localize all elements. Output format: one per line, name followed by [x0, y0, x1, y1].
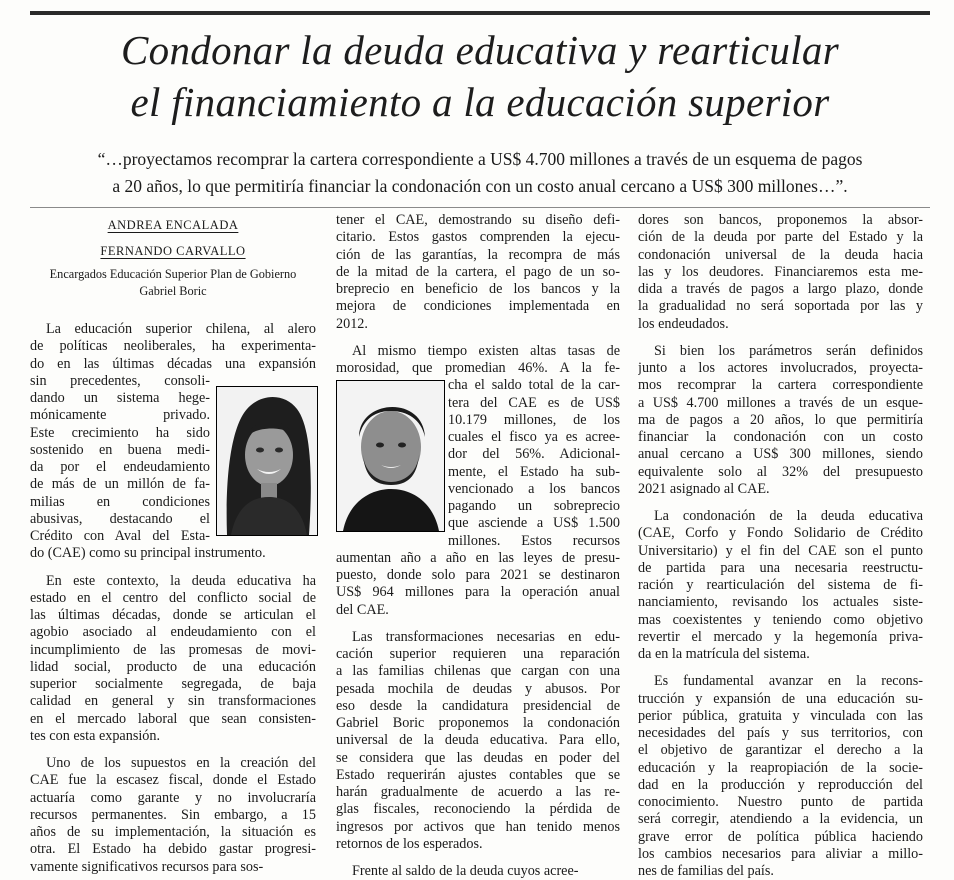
text-line: Universitario) y el fin del CAE son el punto	[638, 542, 923, 559]
column-3-text	[638, 212, 923, 880]
text-line: 2021 asignado al CAE.	[638, 480, 770, 497]
text-line: sin precedentes, consoli-	[30, 372, 210, 389]
text-line: Uno de los supuestos en la creación del	[46, 755, 316, 771]
text-line: Al mismo tiempo existen altas tasas de	[352, 342, 620, 359]
text-line: anual cercano a US$ 300 millones, siendo	[638, 446, 923, 463]
text-line: revertir el mercado y la hegemonía priva-	[638, 628, 923, 645]
text-line: superior socialmente segregada, de baja	[30, 676, 316, 692]
text-line: mos recomprar la cartera correspondiente	[638, 377, 923, 394]
text-line: retornos de los esperados.	[336, 835, 483, 852]
text-line: milias en condiciones	[30, 493, 210, 510]
pull-quote-line-1: “…proyectamos recomprar la cartera correspondiente a US$ 4.700 millones a través de un esquema de pagos	[97, 149, 863, 169]
paragraph-gap	[30, 563, 316, 573]
text-line: Estado requerirán ajustes contables que se	[336, 766, 620, 783]
paragraph-gap	[638, 498, 923, 508]
text-line: cha el saldo total de la car-	[448, 377, 620, 394]
text-line: conocimiento. Nuestro punto de partida	[638, 794, 923, 810]
pull-quote-line-2: a 20 años, lo que permitiría financiar la condonación con un costo anual cercano a US$ 300 millones…”.	[112, 176, 848, 196]
text-line: puesto, donde solo para 2021 se destinaron	[336, 567, 620, 583]
text-line: CAE fue la escasez fiscal, donde el Estado	[30, 772, 316, 789]
text-line: incumplimiento de las promesas de movi-	[30, 641, 316, 658]
text-line: agobio asociado al endeudamiento con el	[30, 624, 316, 641]
text-line: años de su implementación, la situación es	[30, 824, 316, 840]
text-line: trucción y expansión de una educación su-	[638, 690, 923, 707]
text-line: mente, el Estado ha sub-	[448, 463, 620, 480]
text-line: En este contexto, la deuda educativa ha	[46, 572, 316, 589]
text-line: nanciamiento, revisando los actuales siste-	[638, 594, 923, 611]
text-line: da por el endeudamiento	[30, 459, 210, 475]
text-line: ción de las garantías, la recompra de más	[336, 246, 620, 263]
text-line: estado en el centro del conflicto social de	[30, 589, 316, 606]
headline-line-2: el financiamiento a la educación superior	[130, 79, 830, 125]
text-line: eso desde la candidatura presidencial de	[336, 697, 620, 714]
text-line: dida a través de pagos a largo plazo, donde	[638, 281, 923, 297]
headline-line-1: Condonar la deuda educativa y rearticular	[121, 27, 839, 73]
text-line: se considera que las deudas en poder del	[336, 749, 620, 766]
text-line: vencionado a los bancos	[448, 480, 620, 497]
text-line: sostenido en buena medi-	[30, 441, 210, 458]
text-line: Crédito con Aval del Esta-	[30, 528, 210, 544]
text-line: ción de la deuda por parte del Estado y la	[638, 229, 923, 246]
text-line: pesada mochila de deudas y abusos. Por	[336, 680, 620, 697]
portrait-woman-image	[217, 387, 317, 535]
article-column-3	[638, 212, 923, 880]
text-line: citario. Estos gastos comprenden la ejecu-	[336, 229, 620, 246]
text-line: dores son bancos, proponemos la absor-	[638, 212, 923, 228]
text-line: que asciende a US$ 1.500	[448, 515, 620, 532]
text-line: perior pública, gratuita y vinculada con las	[638, 707, 923, 724]
text-line: harán gradualmente de acuerdo a las re-	[336, 784, 620, 800]
text-line: mónicamente privado.	[30, 407, 210, 424]
text-line: cuales el fisco ya es acree-	[448, 429, 620, 445]
text-line: necesidades del país y sus territorios, con	[638, 725, 923, 741]
text-line: do (CAE) como su principal instrumento.	[30, 545, 266, 562]
author-role-line-2: Gabriel Boric	[139, 284, 207, 298]
text-line: la gradualidad no será soportada por las y	[638, 298, 923, 315]
text-line: Las transformaciones necesarias en edu-	[352, 628, 620, 645]
author-photo-man	[336, 380, 445, 532]
column-2-text	[336, 212, 620, 880]
text-line: de más de un millón de fa-	[30, 476, 210, 493]
paragraph-gap	[336, 619, 620, 629]
text-line: de partida para una necesaria reestructu-	[638, 559, 923, 576]
paragraph-gap	[638, 663, 923, 673]
paragraph-gap	[638, 333, 923, 343]
text-line: La condonación de la deuda educativa	[654, 508, 923, 524]
text-line: universal de la deuda educativa. Para ello,	[336, 732, 620, 749]
author-name-2: FERNANDO CARVALLO	[100, 244, 246, 258]
text-line: Este crecimiento ha sido	[30, 424, 210, 441]
paragraph-gap	[336, 333, 620, 343]
text-line: a US$ 4.700 millones a través de un esque-	[638, 394, 923, 411]
text-line: financiar la condonación con un costo	[638, 429, 923, 445]
text-line: morosidad, que promedian 46%. A la fe-	[336, 360, 620, 376]
text-line: La educación superior chilena, al alero	[46, 321, 316, 337]
text-line: el objetivo de garantizar el derecho a la	[638, 742, 923, 759]
portrait-man-image	[337, 381, 444, 531]
text-line: Gabriel Boric proponemos la condonación	[336, 715, 620, 731]
text-line: dor del 56%. Adicional-	[448, 446, 620, 463]
text-line: glas fiscales, reconociendo la pérdida de	[336, 801, 620, 818]
text-line: otra. El Estado ha debido gastar progresi-	[30, 841, 316, 858]
text-line: millones. Estos recursos	[448, 532, 620, 549]
text-line: da en la matrícula del sistema.	[638, 646, 810, 662]
text-line: mas coexistentes y teniendo como objetivo	[638, 611, 923, 628]
text-line: lidad social, producto de una educación	[30, 658, 316, 675]
text-line: será corregir, atendiendo a la evidencia, un	[638, 811, 923, 828]
text-line: ración y rearticulación del sistema de fi-	[638, 577, 923, 593]
text-line: 10.179 millones, de los	[448, 411, 620, 428]
text-line: calidad en general y sin transformaciones	[30, 693, 316, 710]
text-line: cación superior requieren una reparación	[336, 646, 620, 662]
text-line: actuaría como garante y no involucraría	[30, 789, 316, 806]
text-line: equivalente solo al 32% del presupuesto	[638, 463, 923, 480]
text-line: grave error de política pública haciendo	[638, 828, 923, 845]
text-line: (CAE, Corfo y Fondo Solidario de Crédito	[638, 525, 923, 542]
text-line: ma de pagos a 20 años, lo que permitiría	[638, 411, 923, 428]
text-line: US$ 964 millones para la operación anual	[336, 584, 620, 601]
top-rule	[30, 11, 930, 15]
text-line: aumentan año a año en las leyes de presu-	[336, 549, 620, 566]
text-line: do en las últimas décadas una expansión	[30, 355, 316, 372]
text-line: abusivas, destacando el	[30, 510, 210, 527]
author-name-1: ANDREA ENCALADA	[107, 218, 239, 232]
text-line: 2012.	[336, 315, 368, 332]
text-line: los endeudados.	[638, 315, 729, 332]
text-line: de políticas neoliberales, ha experimenta-	[30, 338, 316, 355]
text-line: tera del CAE es de US$	[448, 394, 620, 411]
text-line: breprecio en beneficio de los bancos y la	[336, 281, 620, 297]
text-line: los cambios necesarios para aliviar a millo-	[638, 845, 923, 862]
article-column-2	[336, 212, 620, 880]
author-photo-woman	[216, 386, 318, 536]
text-line: vamente significativos recursos para sos-	[30, 858, 264, 875]
text-line: educación y la reapropiación de la socie-	[638, 759, 923, 776]
byline	[30, 216, 316, 300]
text-line: tener el CAE, demostrando su diseño defi-	[336, 212, 620, 228]
text-line: del CAE.	[336, 601, 389, 618]
text-line: de la mitad de la cartera, el pago de un so-	[336, 263, 620, 280]
text-line: pagando un sobreprecio	[448, 498, 620, 514]
pull-quote	[30, 146, 930, 200]
text-line: tes con esta expansión.	[30, 727, 161, 744]
text-line: recursos permanentes. Sin embargo, a 15	[30, 806, 316, 823]
paragraph-gap	[30, 745, 316, 755]
text-line: Si bien los parámetros serán definidos	[654, 342, 923, 359]
text-line: Es fundamental avanzar en la recons-	[654, 673, 923, 690]
text-line: nes de familias del país.	[638, 863, 774, 879]
paragraph-gap	[336, 853, 620, 863]
text-line: dad en la producción y reproducción del	[638, 776, 923, 793]
author-role-line-1: Encargados Educación Superior Plan de Gobierno	[49, 267, 297, 281]
text-line: a las familias chilenas que cargan con una	[336, 663, 620, 680]
text-line: mejora de condiciones implementada en	[336, 298, 620, 315]
section-rule	[30, 207, 930, 208]
text-line: las últimas décadas, donde se articulan el	[30, 607, 316, 623]
text-line: Frente al saldo de la deuda cuyos acree-	[352, 863, 579, 879]
text-line: ingresos por activos que han tenido menos	[336, 818, 620, 835]
text-line: en el mercado laboral que sean consisten-	[30, 710, 316, 727]
text-line: las y los deudores. Financiaremos esta me-	[638, 263, 923, 280]
text-line: junto a los actores involucrados, proyecta-	[638, 360, 923, 376]
article-column-1	[30, 212, 316, 876]
headline	[30, 24, 930, 128]
text-line: condonación universal de la deuda hacia	[638, 246, 923, 263]
text-line: dando un sistema hege-	[30, 390, 210, 406]
